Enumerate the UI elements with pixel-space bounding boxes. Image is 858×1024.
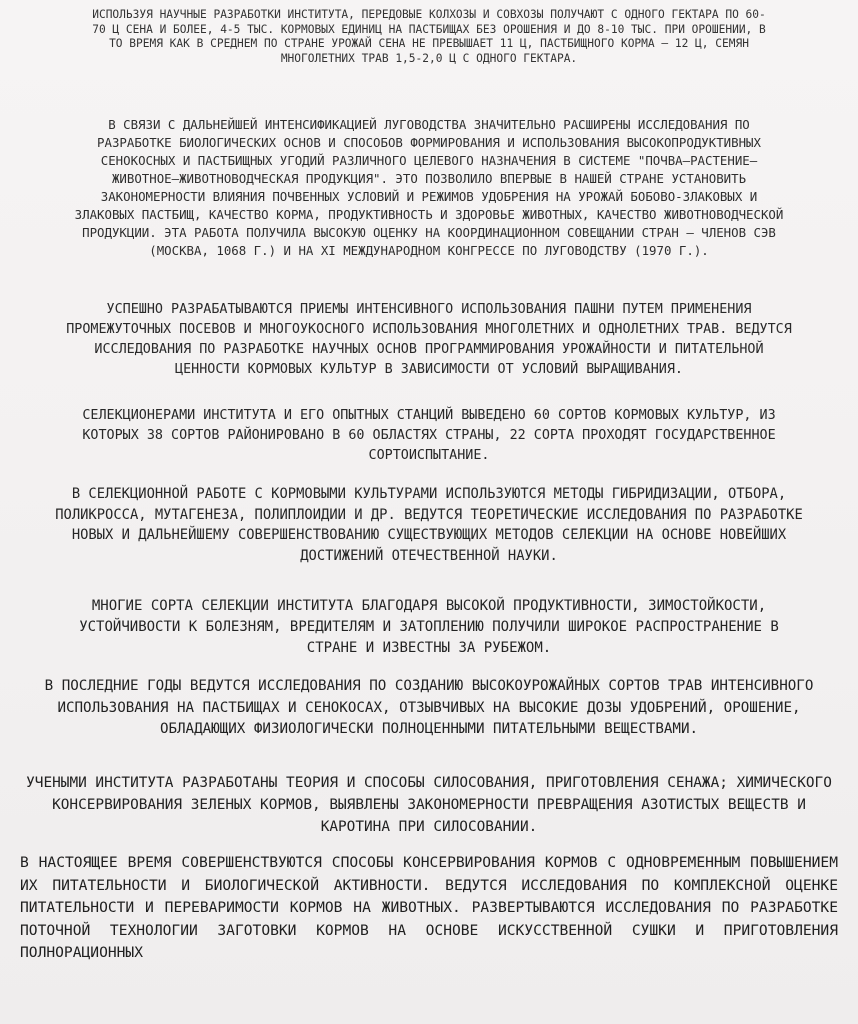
paragraph-conservation: В НАСТОЯЩЕЕ ВРЕМЯ СОВЕРШЕНСТВУЮТСЯ СПОСОБЫ КОНСЕРВИРОВАНИЯ КОРМОВ С ОДНОВРЕМЕННЫМ ПОВЫШЕНИЕМ ИХ ПИТАТЕЛЬНОСТИ И БИОЛОГИЧЕСКОЙ АКТИВНОСТИ. ВЕДУТСЯ ИССЛЕДОВАНИЯ ПО КОМПЛЕКСНОЙ ОЦЕНКЕ ПИТАТЕЛЬНОСТИ И ПЕРЕВАРИМОСТИ КОРМОВ НА ЖИВОТНЫХ. РАЗВЕРТЫВАЮТСЯ ИССЛЕДОВАНИЯ ПО РАЗРАБОТКЕ ПОТОЧНОЙ ТЕХНОЛОГИИ ЗАГОТОВКИ КОРМОВ НА ОСНОВЕ ИСКУССТВЕННОЙ СУШКИ И ПРИГОТОВЛЕНИЯ ПОЛНОРАЦИОННЫХ [20,854,838,961]
paragraph-yields: ИСПОЛЬЗУЯ НАУЧНЫЕ РАЗРАБОТКИ ИНСТИТУТА, ПЕРЕДОВЫЕ КОЛХОЗЫ И СОВХОЗЫ ПОЛУЧАЮТ С ОДНОГО ГЕКТАРА ПО 60-70 Ц СЕНА И БОЛЕЕ, 4-5 ТЫС. КОРМОВЫХ ЕДИНИЦ НА ПАСТБИЩАХ БЕЗ ОРОШЕНИЯ И ДО 8-10 ТЫС. ПРИ ОРОШЕНИИ, В ТО ВРЕМЯ КАК В СРЕДНЕМ ПО СТРАНЕ УРОЖАЙ СЕНА НЕ ПРЕВЫШАЕТ 11 Ц, ПАСТБИЩНОГО КОРМА – 12 Ц, СЕМЯН МНОГОЛЕТНИХ ТРАВ 1,5-2,0 Ц С ОДНОГО ГЕКТАРА. [92,8,766,65]
paragraph-grassland-research: В СВЯЗИ С ДАЛЬНЕЙШЕЙ ИНТЕНСИФИКАЦИЕЙ ЛУГОВОДСТВА ЗНАЧИТЕЛЬНО РАСШИРЕНЫ ИССЛЕДОВАНИЯ ПО РАЗРАБОТКЕ БИОЛОГИЧЕСКИХ ОСНОВ И СПОСОБОВ ФОРМИРОВАНИЯ И ИСПОЛЬЗОВАНИЯ ВЫСОКОПРОДУКТИВНЫХ СЕНОКОСНЫХ И ПАСТБИЩНЫХ УГОДИЙ РАЗЛИЧНОГО ЦЕЛЕВОГО НАЗНАЧЕНИЯ В СИСТЕМЕ "ПОЧВА–РАСТЕНИЕ–ЖИВОТНОЕ–ЖИВОТНОВОДЧЕСКАЯ ПРОДУКЦИЯ". ЭТО ПОЗВОЛИЛО ВПЕРВЫЕ В НАШЕЙ СТРАНЕ УСТАНОВИТЬ ЗАКОНОМЕРНОСТИ ВЛИЯНИЯ ПОЧВЕННЫХ УСЛОВИЙ И РЕЖИМОВ УДОБРЕНИЯ НА УРОЖАЙ БОБОВО-ЗЛАКОВЫХ И ЗЛАКОВЫХ ПАСТБИЩ, КАЧЕСТВО КОРМА, ПРОДУКТИВНОСТЬ И ЗДОРОВЬЕ ЖИВОТНЫХ, КАЧЕСТВО ЖИВОТНОВОДЧЕСКОЙ ПРОДУКЦИИ. ЭТА РАБОТА ПОЛУЧИЛА ВЫСОКУЮ ОЦЕНКУ НА КООРДИНАЦИОННОМ СОВЕЩАНИИ СТРАН – ЧЛЕНОВ СЭВ (МОСКВА, 1068 Г.) И НА XI МЕЖДУНАРОДНОМ КОНГРЕССЕ ПО ЛУГОВОДСТВУ (1970 Г.). [74,117,784,258]
paragraph-high-yield-research: В ПОСЛЕДНИЕ ГОДЫ ВЕДУТСЯ ИССЛЕДОВАНИЯ ПО СОЗДАНИЮ ВЫСОКОУРОЖАЙНЫХ СОРТОВ ТРАВ ИНТЕНСИВНОГО ИСПОЛЬЗОВАНИЯ НА ПАСТБИЩАХ И СЕНОКОСАХ, ОТЗЫВЧИВЫХ НА ВЫСОКИЕ ДОЗЫ УДОБРЕНИЙ, ОРОШЕНИЕ, ОБЛАДАЮЩИХ ФИЗИОЛОГИЧЕСКИ ПОЛНОЦЕННЫМИ ПИТАТЕЛЬНЫМИ ВЕЩЕСТВАМИ. [44,678,814,737]
paragraph-varieties: МНОГИЕ СОРТА СЕЛЕКЦИИ ИНСТИТУТА БЛАГОДАРЯ ВЫСОКОЙ ПРОДУКТИВНОСТИ, ЗИМОСТОЙКОСТИ, УСТОЙЧИВОСТИ К БОЛЕЗНЯМ, ВРЕДИТЕЛЯМ И ЗАТОПЛЕНИЮ ПОЛУЧИЛИ ШИРОКОЕ РАСПРОСТРАНЕНИЕ В СТРАНЕ И ИЗВЕСТНЫ ЗА РУБЕЖОМ. [79,598,779,656]
paragraph-silage: УЧЕНЫМИ ИНСТИТУТА РАЗРАБОТАНЫ ТЕОРИЯ И СПОСОБЫ СИЛОСОВАНИЯ, ПРИГОТОВЛЕНИЯ СЕНАЖА; ХИМИЧЕСКОГО КОНСЕРВИРОВАНИЯ ЗЕЛЕНЫХ КОРМОВ, ВЫЯВЛЕНЫ ЗАКОНОМЕРНОСТИ ПРЕВРАЩЕНИЯ АЗОТИСТЫХ ВЕЩЕСТВ И КАРОТИНА ПРИ СИЛОСОВАНИИ. [26,775,832,835]
paragraph-selection-methods: В СЕЛЕКЦИОННОЙ РАБОТЕ С КОРМОВЫМИ КУЛЬТУРАМИ ИСПОЛЬЗУЮТСЯ МЕТОДЫ ГИБРИДИЗАЦИИ, ОТБОРА, ПОЛИКРОССА, МУТАГЕНЕЗА, ПОЛИПЛОИДИИ И ДР. ВЕДУТСЯ ТЕОРЕТИЧЕСКИЕ ИССЛЕДОВАНИЯ ПО РАЗРАБОТКЕ НОВЫХ И ДАЛЬНЕЙШЕМУ СОВЕРШЕНСТВОВАНИЮ СУЩЕСТВУЮЩИХ МЕТОДОВ СЕЛЕКЦИИ НА ОСНОВЕ НОВЕЙШИХ ДОСТИЖЕНИЙ ОТЕЧЕСТВЕННОЙ НАУКИ. [55,486,803,564]
paragraph-breeders: СЕЛЕКЦИОНЕРАМИ ИНСТИТУТА И ЕГО ОПЫТНЫХ СТАНЦИЙ ВЫВЕДЕНО 60 СОРТОВ КОРМОВЫХ КУЛЬТУР, ИЗ КОТОРЫХ 38 СОРТОВ РАЙОНИРОВАНО В 60 ОБЛАСТЯХ СТРАНЫ, 22 СОРТА ПРОХОДЯТ ГОСУДАРСТВЕННОЕ СОРТОИСПЫТАНИЕ. [82,408,776,463]
paragraph-arable-use: УСПЕШНО РАЗРАБАТЫВАЮТСЯ ПРИЕМЫ ИНТЕНСИВНОГО ИСПОЛЬЗОВАНИЯ ПАШНИ ПУТЕМ ПРИМЕНЕНИЯ ПРОМЕЖУТОЧНЫХ ПОСЕВОВ И МНОГОУКОСНОГО ИСПОЛЬЗОВАНИЯ МНОГОЛЕТНИХ И ОДНОЛЕТНИХ ТРАВ. ВЕДУТСЯ ИССЛЕДОВАНИЯ ПО РАЗРАБОТКЕ НАУЧНЫХ ОСНОВ ПРОГРАММИРОВАНИЯ УРОЖАЙНОСТИ И ПИТАТЕЛЬНОЙ ЦЕННОСТИ КОРМОВЫХ КУЛЬТУР В ЗАВИСИМОСТИ ОТ УСЛОВИЙ ВЫРАЩИВАНИЯ. [66,302,792,377]
